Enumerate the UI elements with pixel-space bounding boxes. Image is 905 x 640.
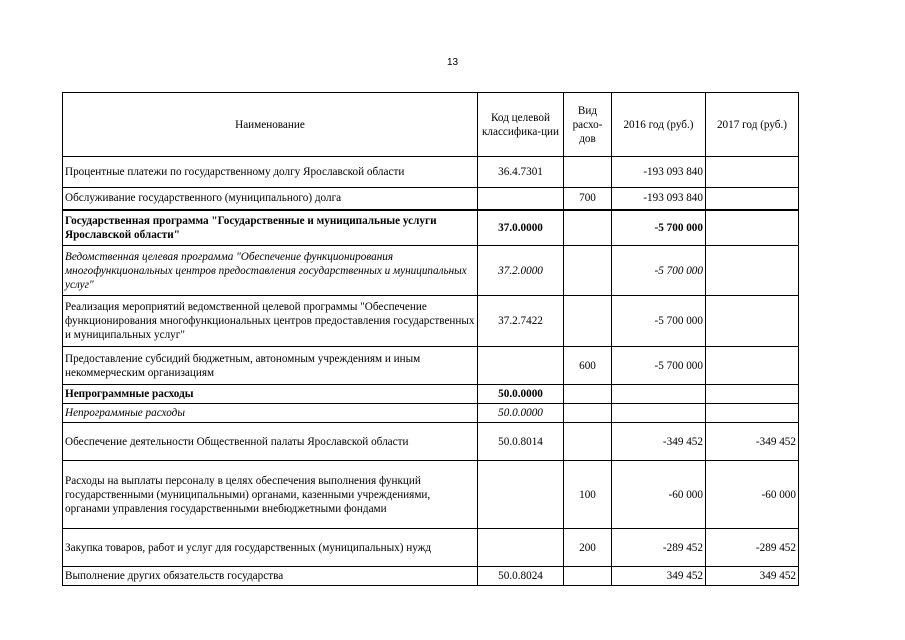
- budget-table: [62, 92, 799, 586]
- row-2016: [612, 404, 706, 423]
- row-type: 700: [564, 188, 612, 210]
- row-2017: -289 452: [706, 529, 799, 567]
- row-code: 37.0.0000: [478, 210, 564, 246]
- row-code: 37.2.7422: [478, 296, 564, 347]
- row-2017: [706, 404, 799, 423]
- row-2016: -5 700 000: [612, 347, 706, 385]
- row-name: Ведомственная целевая программа "Обеспечение функционирования многофункциональных центров предоставления государственных и муниципальных услуг": [63, 246, 478, 296]
- table-row: [63, 385, 799, 404]
- row-type: [564, 246, 612, 296]
- row-2016: -289 452: [612, 529, 706, 567]
- row-name: Непрограммные расходы: [63, 385, 478, 404]
- row-2016: -349 452: [612, 423, 706, 461]
- row-type: [564, 567, 612, 586]
- row-name: Выполнение других обязательств государства: [63, 567, 478, 586]
- row-code: 50.0.8024: [478, 567, 564, 586]
- row-name: Реализация мероприятий ведомственной целевой программы "Обеспечение функционирования многофункциональных центров предоставления государственных и муниципальных услуг": [63, 296, 478, 347]
- table-row: [63, 188, 799, 210]
- row-name: Обеспечение деятельности Общественной палаты Ярославской области: [63, 423, 478, 461]
- row-code: [478, 188, 564, 210]
- row-2017: [706, 188, 799, 210]
- header-row: [63, 93, 799, 157]
- row-name: Закупка товаров, работ и услуг для государственных (муниципальных) нужд: [63, 529, 478, 567]
- row-2017: [706, 210, 799, 246]
- row-code: [478, 529, 564, 567]
- header-2017: 2017 год (руб.): [706, 93, 799, 157]
- row-2016: -5 700 000: [612, 246, 706, 296]
- row-type: [564, 210, 612, 246]
- row-name: Предоставление субсидий бюджетным, автономным учреждениям и иным некоммерческим организациям: [63, 347, 478, 385]
- table-row: [63, 529, 799, 567]
- table-row: [63, 246, 799, 296]
- row-type: 600: [564, 347, 612, 385]
- row-code: 50.0.0000: [478, 404, 564, 423]
- row-2017: [706, 157, 799, 188]
- row-code: 50.0.0000: [478, 385, 564, 404]
- row-2016: -5 700 000: [612, 210, 706, 246]
- row-type: 200: [564, 529, 612, 567]
- row-code: 37.2.0000: [478, 246, 564, 296]
- table-row: [63, 296, 799, 347]
- row-2016: -193 093 840: [612, 188, 706, 210]
- table-row: [63, 347, 799, 385]
- row-type: [564, 404, 612, 423]
- header-2016: 2016 год (руб.): [612, 93, 706, 157]
- row-type: [564, 296, 612, 347]
- row-2016: -60 000: [612, 461, 706, 529]
- header-code: Код целевой классифика-ции: [478, 93, 564, 157]
- row-2017: [706, 385, 799, 404]
- table-row: [63, 461, 799, 529]
- row-code: [478, 461, 564, 529]
- table-row: [63, 210, 799, 246]
- row-2016: -5 700 000: [612, 296, 706, 347]
- row-name: Государственная программа "Государственные и муниципальные услуги Ярославской области": [63, 210, 478, 246]
- row-name: Расходы на выплаты персоналу в целях обеспечения выполнения функций государственными (муниципальными) органами, казенными учреждениями, органами управления государственными внебюджетными фондами: [63, 461, 478, 529]
- row-2017: -349 452: [706, 423, 799, 461]
- table-row: [63, 404, 799, 423]
- row-code: 36.4.7301: [478, 157, 564, 188]
- table-row: [63, 423, 799, 461]
- table-row: [63, 567, 799, 586]
- row-2017: 349 452: [706, 567, 799, 586]
- row-2016: 349 452: [612, 567, 706, 586]
- page-number: 13: [446, 57, 459, 68]
- header-type: Вид расхо-дов: [564, 93, 612, 157]
- row-2017: [706, 347, 799, 385]
- row-2017: [706, 246, 799, 296]
- row-name: Обслуживание государственного (муниципального) долга: [63, 188, 478, 210]
- row-name: Процентные платежи по государственному долгу Ярославской области: [63, 157, 478, 188]
- header-name: Наименование: [63, 93, 478, 157]
- table-row: [63, 157, 799, 188]
- row-type: 100: [564, 461, 612, 529]
- row-type: [564, 423, 612, 461]
- row-2017: -60 000: [706, 461, 799, 529]
- row-2016: -193 093 840: [612, 157, 706, 188]
- row-type: [564, 385, 612, 404]
- row-type: [564, 157, 612, 188]
- row-code: 50.0.8014: [478, 423, 564, 461]
- row-code: [478, 347, 564, 385]
- row-name: Непрограммные расходы: [63, 404, 478, 423]
- row-2017: [706, 296, 799, 347]
- row-2016: [612, 385, 706, 404]
